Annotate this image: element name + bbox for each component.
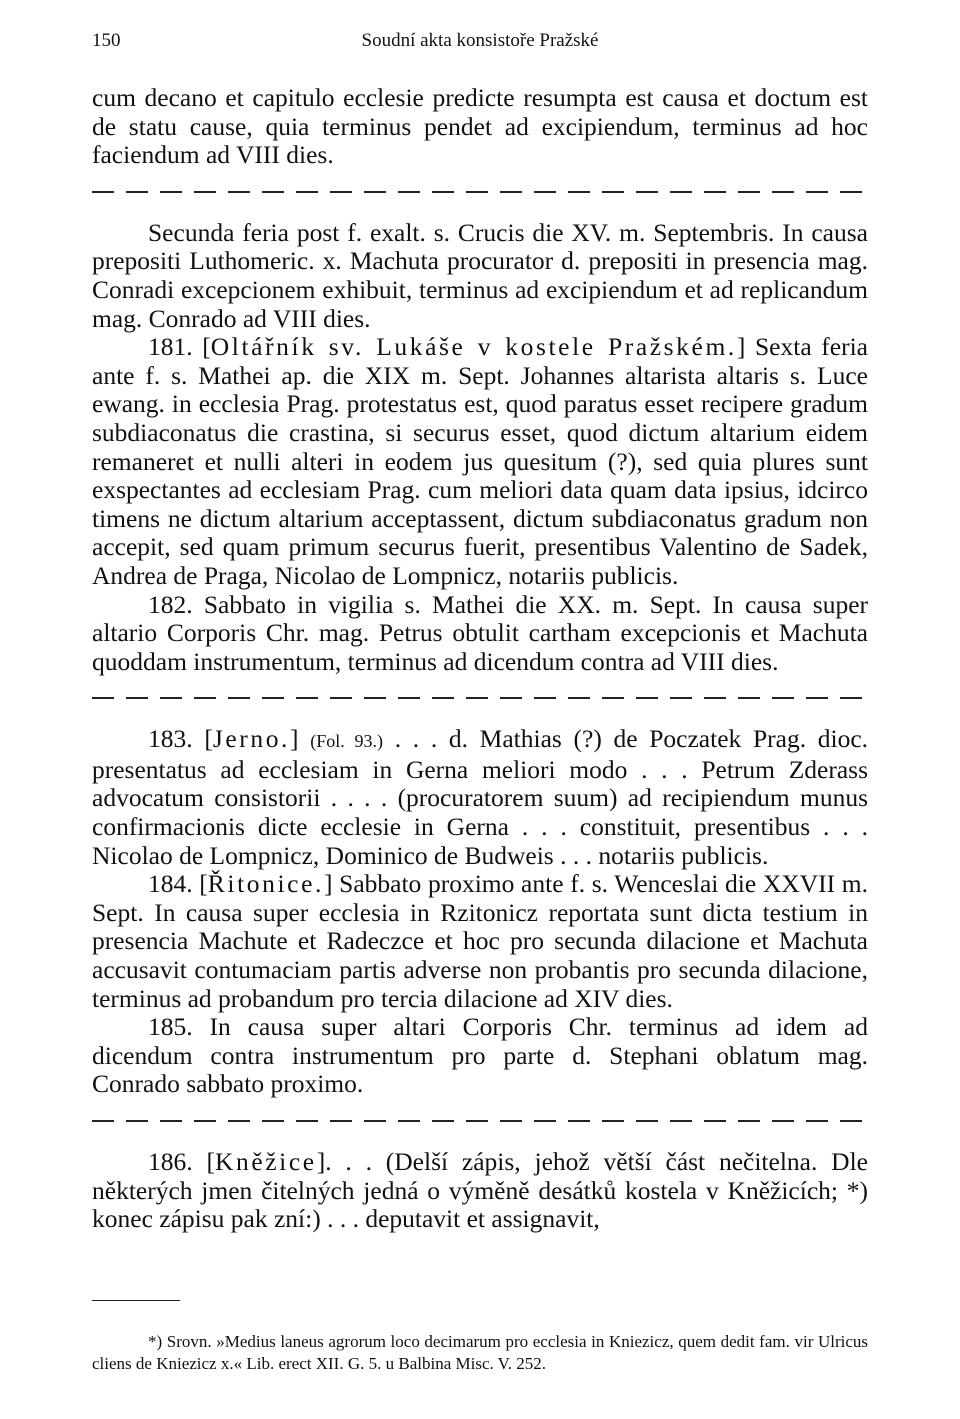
entry-text: . . . d. Mathias (?) de Poczatek Prag. dioc. presentatus ad ecclesiam in Gerna meliori modo . . . Petrum Zderass advocatum consistorii . . . . (procuratorem suum) ad recipiendum munus confirmacionis dicte ecclesie in Gerna . . . constituit, presentibus . . . Nicolao de Lompnicz, Dominico de Budweis . . . notariis publicis. <box>92 724 869 870</box>
body-text <box>92 84 868 1234</box>
entry-title: Řitonice. <box>207 869 324 899</box>
folio-reference: (Fol. 93.) <box>310 731 384 752</box>
entry-number: 186. <box>148 1147 193 1176</box>
paragraph-continuation: cum decano et capitulo ecclesie predicte resumpta est causa et doctum est de statu cause, quia terminus pendet ad excipiendum, terminus ad hoc faciendum ad VIII dies. <box>92 83 868 170</box>
page-header <box>92 30 868 60</box>
entry-text: Sabbato proximo ante f. s. Wenceslai die XXVII m. Sept. In causa super ecclesia in Rzitonicz reportata sunt dicta testium in presencia Machute et Radeczce et hoc pro secunda dilacione et Machuta accusavit contumaciam partis adverse non probantis pro secunda dilacione, terminus ad probandum pro tercia dilacione ad XIV dies. <box>92 869 868 1013</box>
entry-186 <box>92 1148 868 1234</box>
entry-bracket-close: ] <box>323 869 333 899</box>
entry-title: Kněžice <box>214 1147 317 1176</box>
page-number: 150 <box>92 30 121 51</box>
entry-182 <box>92 591 868 677</box>
entry-title: Jerno. <box>212 724 291 754</box>
paragraph-secunda-feria: Secunda feria post f. exalt. s. Crucis die XV. m. Septembris. In causa prepositi Luthomeric. x. Machuta procurator d. prepositi in presencia mag. Conradi excepcionem exhibuit, terminus ad excipiendum et ad replicandum mag. Conrado ad VIII dies. <box>92 217 868 333</box>
footnote: *) Srovn. »Medius laneus agrorum loco decimarum pro ecclesia in Kniezicz, quem dedit fam. vir Ulricus cliens de Kniezicz x.« Lib. erect XII. G. 5. u Balbina Misc. V. 252. <box>92 1332 868 1373</box>
entry-number: 185. <box>148 1012 193 1042</box>
entry-number: 183. <box>148 724 193 754</box>
entry-181 <box>92 333 868 590</box>
entry-title: Oltářník sv. Lukáše v kostele Pražském. <box>210 332 737 362</box>
entry-number: 184. <box>148 869 193 899</box>
entry-bracket-open: [ <box>202 332 211 362</box>
entry-bracket-open: [ <box>206 1147 215 1176</box>
entry-bracket-close: ] <box>736 332 746 362</box>
entry-text: Sabbato in vigilia s. Mathei die XX. m. Sept. In causa super altario Corporis Chr. mag. Petrus obtulit cartham excepcionis et Machuta quoddam instrumentum, terminus ad dicendum contra ad VIII dies. <box>92 589 869 676</box>
footnote-rule <box>92 1300 180 1301</box>
entry-bracket-open: [ <box>204 724 213 754</box>
entry-bracket-close: ] <box>290 724 299 754</box>
dashed-separator <box>92 1105 868 1136</box>
entry-bracket-close: ] <box>316 1147 326 1176</box>
entry-text: Sexta feria ante f. s. Mathei ap. die XIX m. Sept. Johannes altarista altaris s. Luce ewang. in ecclesia Prag. protestatus est, quod paratus esset recipere gradum subdiaconatus die crastina, si securus esset, quod dictum altarium eidem remaneret et nulli alteri in eodem jus quesitum (?), sed quia plures sunt exspectantes ad ecclesiam Prag. cum meliori data quam data ipsius, idcirco timens ne dictum altarium acceptassent, dictum subdiaconatus gradum non accepit, sed quam primum securus fuerit, presentibus Valentino de Sadek, Andrea de Praga, Nicolao de Lompnicz, notariis publicis. <box>92 332 868 590</box>
entry-text: In causa super altari Corporis Chr. terminus ad idem ad dicendum contra instrumentum pro parte d. Stephani oblatum mag. Conrado sabbato proximo. <box>92 1012 868 1099</box>
entry-185 <box>92 1013 868 1099</box>
entry-text: . . . (Delší zápis, jehož větší část nečitelna. Dle některých jmen čitelných jedná o výměně desátků kostela v Kněžicích; *) konec zápisu pak zní:) . . . deputavit et assignavit, <box>92 1147 869 1234</box>
entry-number: 181. <box>148 332 193 362</box>
entry-number: 182. <box>148 589 193 619</box>
entry-184 <box>92 870 868 1013</box>
entry-bracket-open: [ <box>199 869 208 899</box>
dashed-separator <box>92 176 868 207</box>
entry-183 <box>92 725 868 870</box>
dashed-separator <box>92 682 868 713</box>
running-title: Soudní akta konsistoře Pražské <box>361 30 599 51</box>
